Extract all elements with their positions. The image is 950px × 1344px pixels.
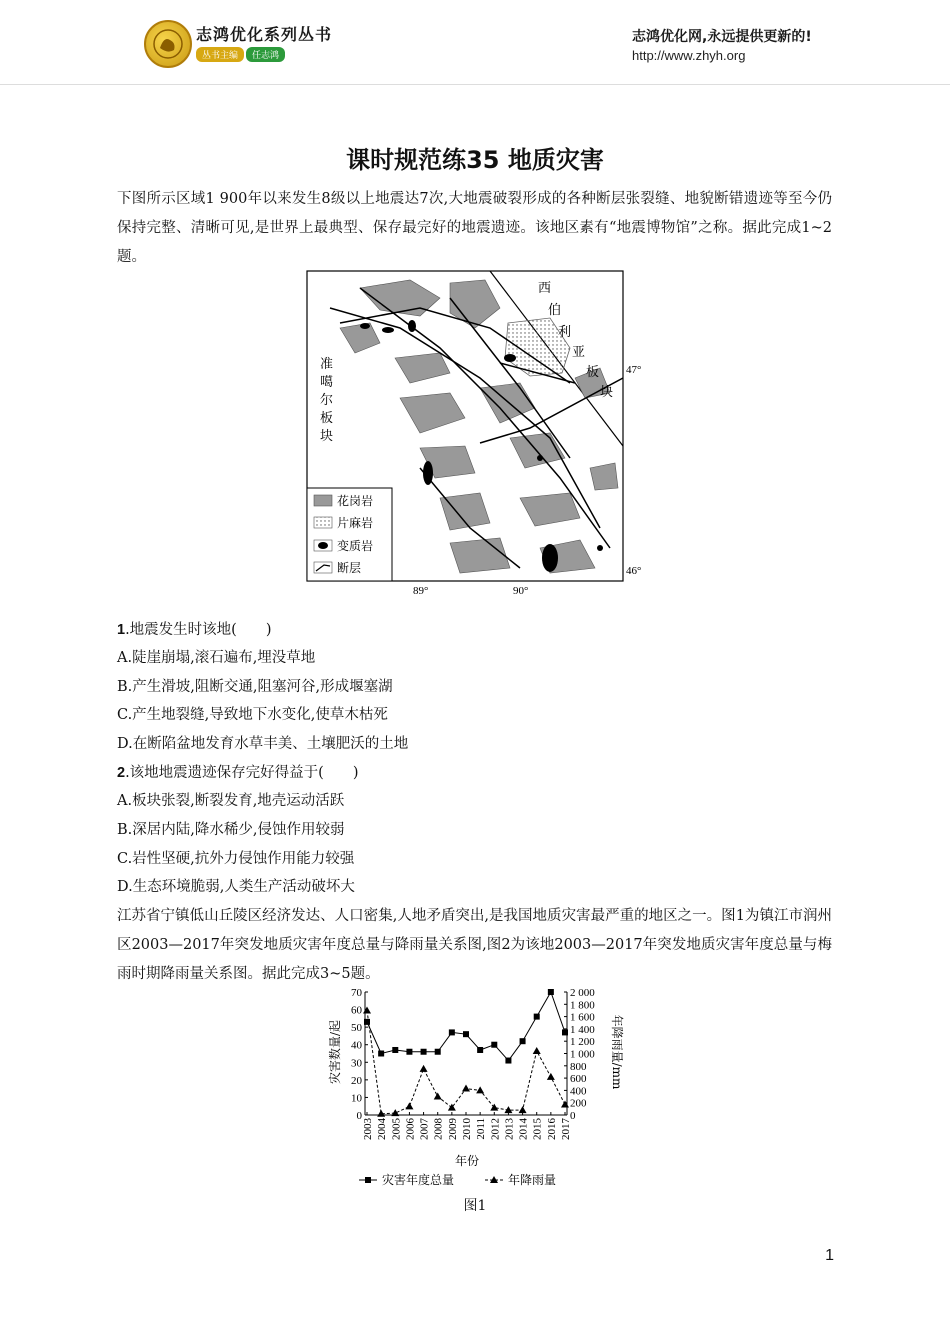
y-left-tick-label: 10	[351, 1092, 362, 1105]
longitude-89-label: 89°	[413, 585, 429, 597]
rainfall-point	[490, 1104, 498, 1111]
x-tick-label: 2003	[362, 1118, 374, 1140]
rainfall-point	[391, 1109, 399, 1116]
x-tick-label: 2008	[432, 1118, 445, 1140]
rainfall-point	[434, 1093, 442, 1100]
question-1-option-b: B.产生滑坡,阻断交通,阻塞河谷,形成堰塞湖	[117, 679, 393, 695]
y-left-tick-label: 40	[351, 1039, 362, 1052]
logo-emblem-icon	[152, 28, 184, 60]
y-axis-right-label: 年降雨量/mm	[610, 1014, 624, 1090]
x-tick-label: 2005	[390, 1118, 403, 1140]
disaster-total-point	[364, 1019, 370, 1025]
series-editor	[196, 47, 285, 62]
header-divider	[0, 84, 950, 85]
junggar-label-char: 准	[320, 357, 334, 372]
question-text: .地震发生时该地( )	[125, 622, 272, 638]
intro-paragraph-1: 下图所示区域1 900年以来发生8级以上地震达7次,大地震破裂形成的各种断层张裂缝、地貌断错遗迹等至今仍保持完整、清晰可见,是世界上最典型、保存最完好的地震遗迹。该地区素有“地震博物馆”之称。据此完成1~2题。	[117, 191, 832, 265]
y-right-tick-label: 1 400	[570, 1023, 595, 1036]
rainfall-point	[420, 1065, 428, 1072]
question-1-option-c: C.产生地裂缝,导致地下水变化,使草木枯死	[117, 707, 388, 723]
map-legend	[307, 488, 392, 581]
disaster-total-point	[406, 1049, 412, 1055]
disaster-total-point	[421, 1049, 427, 1055]
page-title: 课时规范练35 地质灾害	[346, 146, 604, 174]
y-right-tick-label: 2 000	[570, 987, 595, 999]
chart-series	[363, 989, 569, 1117]
y-right-tick-label: 1 800	[570, 999, 595, 1012]
header-slogan	[632, 26, 832, 63]
disaster-total-point	[520, 1038, 526, 1044]
editor-name: 任志鸿	[246, 47, 285, 62]
logo	[144, 20, 192, 68]
y-right-tick-label: 1 200	[570, 1036, 595, 1049]
legend-swatch-gneiss	[314, 517, 332, 528]
legend-label-metamorphic: 变质岩	[337, 539, 374, 553]
disaster-total-point	[449, 1029, 455, 1035]
question-2-option-d: D.生态环境脆弱,人类生产活动破坏大	[117, 879, 355, 895]
disaster-total-point	[534, 1014, 540, 1020]
x-axis-label: 年份	[454, 1154, 480, 1168]
disaster-total-point	[477, 1047, 483, 1053]
disaster-total-point	[378, 1051, 384, 1057]
question-number: 2	[117, 765, 126, 781]
legend-metamorphic-blob	[318, 542, 328, 549]
rainfall-point	[561, 1101, 569, 1108]
x-tick-label: 2009	[446, 1118, 459, 1140]
disaster-rainfall-chart	[325, 982, 625, 1192]
y-right-tick-label: 400	[570, 1085, 587, 1098]
junggar-label-char: 块	[320, 429, 334, 444]
x-tick-label: 2012	[489, 1118, 502, 1140]
site-url-link[interactable]: http://www.zhyh.org	[632, 48, 746, 63]
question-1-option-d: D.在断陷盆地发育水草丰美、土壤肥沃的土地	[117, 736, 409, 752]
legend-label-rainfall: 年降雨量	[508, 1173, 557, 1187]
question-2-option-c: C.岩性坚硬,抗外力侵蚀作用能力较强	[117, 851, 355, 867]
legend-marker-square	[365, 1177, 371, 1183]
rainfall-point	[519, 1106, 527, 1113]
x-tick-label: 2014	[517, 1118, 530, 1140]
y-left-tick-label: 50	[351, 1022, 362, 1035]
rainfall-point	[363, 1006, 371, 1013]
legend-label-gneiss: 片麻岩	[337, 516, 374, 530]
siberia-label-char: 伯	[548, 303, 562, 318]
siberia-label-char: 块	[600, 385, 614, 400]
y-left-tick-label: 0	[356, 1110, 362, 1122]
y-left-tick-label: 70	[351, 987, 362, 999]
x-tick-label: 2010	[461, 1118, 473, 1140]
legend-label-disasters: 灾害年度总量	[382, 1173, 455, 1187]
x-tick-label: 2011	[475, 1118, 488, 1140]
y-right-tick-label: 1 600	[570, 1011, 595, 1024]
question-2-option-b: B.深居内陆,降水稀少,侵蚀作用较弱	[117, 822, 345, 838]
page-number: 1	[825, 1247, 834, 1264]
series-title: 志鸿优化系列丛书	[196, 25, 333, 44]
disaster-total-point	[505, 1058, 511, 1064]
disaster-total-point	[548, 989, 554, 995]
junggar-label-char: 噶	[320, 375, 334, 390]
y-left-tick-label: 30	[351, 1057, 362, 1070]
y-left-tick-label: 20	[351, 1074, 362, 1087]
y-right-tick-label: 800	[570, 1060, 587, 1073]
y-right-tick-label: 0	[570, 1110, 576, 1122]
y-left-tick-label: 60	[351, 1004, 362, 1017]
disaster-total-point	[463, 1031, 469, 1037]
disaster-total-point	[392, 1047, 398, 1053]
disaster-total-point	[435, 1049, 441, 1055]
geologic-map	[300, 268, 650, 598]
rainfall-point	[533, 1047, 541, 1054]
x-tick-label: 2016	[545, 1118, 558, 1140]
question-2-stem	[117, 763, 359, 783]
question-1-stem	[117, 620, 272, 640]
legend-swatch-fault	[314, 562, 332, 573]
rainfall-point	[462, 1085, 470, 1092]
y-right-tick-label: 200	[570, 1097, 587, 1110]
latitude-46-label: 46°	[626, 565, 642, 577]
editor-label: 丛书主编	[196, 47, 244, 62]
header-brand	[140, 18, 360, 68]
y-right-tick-label: 1 000	[570, 1048, 595, 1061]
question-text: .该地地震遗迹保存完好得益于( )	[125, 765, 359, 781]
slogan-text: 志鸿优化网,永远提供更新的!	[632, 29, 812, 45]
x-tick-label: 2015	[531, 1118, 544, 1140]
siberia-label-char: 利	[558, 325, 572, 340]
latitude-47-label: 47°	[626, 364, 642, 376]
rainfall-point	[547, 1073, 555, 1080]
x-tick-label: 2017	[560, 1118, 572, 1140]
siberia-label-char: 西	[538, 281, 552, 296]
x-tick-label: 2006	[404, 1118, 417, 1140]
chart-legend	[359, 1172, 556, 1187]
rainfall-point	[405, 1102, 413, 1109]
question-1-option-a: A.陡崖崩塌,滚石遍布,埋没草地	[117, 650, 316, 666]
question-number: 1	[117, 622, 126, 638]
intro-paragraph-2: 江苏省宁镇低山丘陵区经济发达、人口密集,人地矛盾突出,是我国地质灾害最严重的地区之一。图1为镇江市润州区2003—2017年突发地质灾害年度总量与降雨量关系图,图2为该地2003—2017年突发地质灾害年度总量与梅雨时期降雨量关系图。据此完成3~5题。	[117, 908, 832, 982]
legend-label-granite: 花岗岩	[337, 494, 374, 508]
longitude-90-label: 90°	[513, 585, 529, 597]
y-right-tick-label: 600	[570, 1073, 587, 1086]
legend-label-fault: 断层	[337, 561, 362, 575]
siberia-label-char: 板	[586, 365, 600, 380]
chart-ticks	[351, 987, 595, 1140]
y-axis-left-label: 灾害数量/起	[328, 1019, 342, 1085]
x-tick-label: 2004	[376, 1118, 389, 1140]
question-2-option-a: A.板块张裂,断裂发育,地壳运动活跃	[117, 793, 345, 809]
siberia-label-char: 亚	[572, 345, 586, 360]
figure-1-caption: 图1	[463, 1198, 487, 1214]
rainfall-line	[367, 1010, 565, 1113]
rainfall-point	[476, 1086, 484, 1093]
junggar-label-char: 板	[320, 411, 334, 426]
junggar-label-char: 尔	[320, 393, 334, 408]
legend-swatch-granite	[314, 495, 332, 506]
x-tick-label: 2013	[503, 1118, 516, 1140]
disaster-total-point	[491, 1042, 497, 1048]
disaster-total-point	[562, 1029, 568, 1035]
x-tick-label: 2007	[418, 1118, 431, 1140]
